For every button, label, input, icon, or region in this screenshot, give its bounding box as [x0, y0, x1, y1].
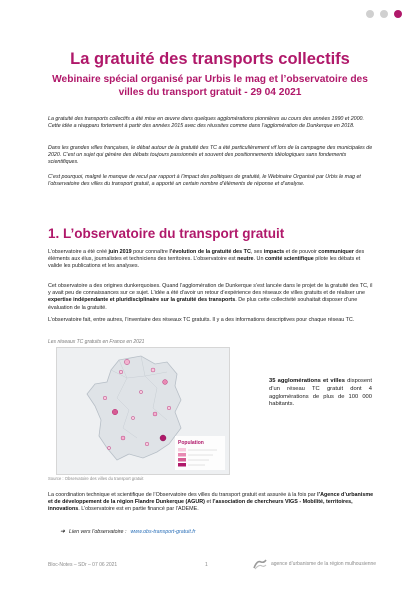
- observatory-link[interactable]: www.obs-transport-gratuit.fr: [130, 528, 196, 535]
- observatory-link-row: [60, 528, 196, 535]
- text-bold: comité scientifique: [264, 256, 314, 263]
- network-marker: [112, 409, 118, 415]
- network-marker: [160, 435, 166, 441]
- body-paragraph: [48, 492, 374, 514]
- network-marker: [121, 436, 125, 440]
- text-run: . L’observatoire est en partie financé par l’ADEME.: [78, 506, 199, 513]
- header-dot: [394, 10, 402, 18]
- france-map: [57, 348, 229, 474]
- network-marker: [119, 370, 123, 374]
- text-run: Cet observatoire a des origines dunkerquoises. Quand l’agglomération de Dunkerque s’est lancée dans le projet de la gratuité des TC, il y avait peu de connaissances sur ce sujet. L’idée a été d’avoir un retour d’expérience des réseaux de villes gratuits et de réaliser une: [48, 283, 373, 297]
- network-marker: [153, 412, 157, 416]
- text-run: . Un: [253, 256, 265, 263]
- network-marker: [167, 406, 171, 410]
- stat-callout: [269, 378, 372, 409]
- link-prefix: Lien vers l’observatoire :: [69, 528, 127, 535]
- document-subtitle: Webinaire spécial organisé par Urbis le mag et l’observatoire des villes du transport gratuit - 29 04 2021: [52, 74, 368, 98]
- network-marker: [151, 368, 155, 372]
- map-figure: [56, 347, 230, 475]
- body-paragraph: L’observatoire fait, entre autres, l’inventaire des réseaux TC gratuits. Il y a des informations descriptives pour chaque réseau TC.: [48, 317, 355, 323]
- agency-logo: [253, 558, 376, 570]
- intro-paragraph: La gratuité des transports collectifs a été mise en œuvre dans quelques agglomérations pionnières au cours des années 1990 et 2000. Cette idée a réapparu fortement à partir des années 2015 avec des réussites comme dans l’agglomération de Dunkerque en 2018.: [48, 116, 364, 130]
- network-marker: [124, 359, 129, 364]
- stat-highlight: 35 agglomérations et villes: [269, 378, 345, 384]
- document-title: La gratuité des transports collectifs: [70, 50, 350, 68]
- text-run: pilote les débats et valide les publications et les analyses.: [48, 256, 361, 270]
- text-bold: neutre: [237, 256, 254, 263]
- header-dot: [380, 10, 388, 18]
- text-run: L’observatoire a été créé: [48, 249, 109, 255]
- body-paragraph: [48, 249, 374, 271]
- network-marker: [131, 416, 134, 419]
- text-run: La coordination technique et scientifique de l’Observatoire des villes du transport gratuit est assurée à la fois par: [48, 492, 318, 498]
- network-marker: [163, 380, 168, 385]
- legend-swatch: [178, 458, 186, 462]
- network-marker: [145, 442, 149, 446]
- arrow-icon: ➜: [60, 529, 66, 535]
- agency-logo-icon: [253, 558, 267, 570]
- network-marker: [103, 396, 107, 400]
- legend-swatch: [178, 448, 186, 452]
- intro-paragraph: Dans les grandes villes françaises, le débat autour de la gratuité des TC a été particulièrement vif lors de la campagne des municipales de 2020. C’est un sujet qui génère des débats toujours passionnés et souvent des positionnements idéologiques sans fondements scientifiques.: [48, 145, 373, 166]
- intro-paragraph: C’est pourquoi, malgré le manque de recul par rapport à l’impact des politiques de gratuité, le Webinaire Organisé par Urbis le mag et l’observatoire des villes du transport gratuit, a apporté un certain nombre d’éléments de réponse et d’analyse.: [48, 174, 361, 188]
- text-run: et de pouvoir: [284, 249, 319, 255]
- legend-title: Population: [178, 440, 204, 446]
- text-bold: expertise indépendante et pluridisciplinaire sur la gratuité des transports: [48, 297, 236, 304]
- text-run: et: [204, 499, 213, 506]
- text-bold: impacts: [263, 249, 285, 255]
- text-bold: juin 2019: [108, 249, 132, 255]
- agency-name: agence d’urbanisme de la région mulhousienne: [271, 561, 377, 567]
- header-dots: [366, 10, 402, 18]
- stat-text: disposent d’un réseau TC gratuit dont 4 agglomérations de plus de 100 000 habitants.: [269, 378, 372, 408]
- section-heading: 1. L’observatoire du transport gratuit: [48, 226, 285, 241]
- footer-reference: Bloc-Notes – SDr – 07 06 2021: [48, 562, 118, 568]
- network-marker: [107, 446, 110, 449]
- map-caption: Les réseaux TC gratuits en France en 2021: [48, 339, 145, 345]
- text-run: des éléments aux élus, journalistes et techniciens des territoires. L’observatoire est: [48, 249, 365, 263]
- header-dot: [366, 10, 374, 18]
- map-source: Source : Observatoire des villes du transport gratuit: [48, 476, 144, 481]
- text-bold: l’Agence d’urbanisme et de développement de la région Flandre Dunkerque (AGUR): [48, 492, 374, 506]
- legend-swatch: [178, 463, 186, 467]
- text-bold: l’association de chercheurs VIGS - Mobilité, territoires, innovations: [48, 499, 353, 513]
- map-legend: [175, 436, 225, 470]
- page-number: 1: [205, 562, 208, 568]
- network-marker: [139, 390, 142, 393]
- body-paragraph: [48, 283, 374, 312]
- text-run: . De plus cette collectivité souhaitait disposer d’une évaluation de la gratuité.: [48, 297, 358, 311]
- text-run: , ses: [250, 249, 264, 255]
- text-run: pour connaître: [131, 249, 170, 255]
- legend-swatch: [178, 453, 186, 457]
- text-bold: l’évolution de la gratuité des TC: [169, 249, 251, 255]
- text-bold: communiquer: [318, 249, 354, 255]
